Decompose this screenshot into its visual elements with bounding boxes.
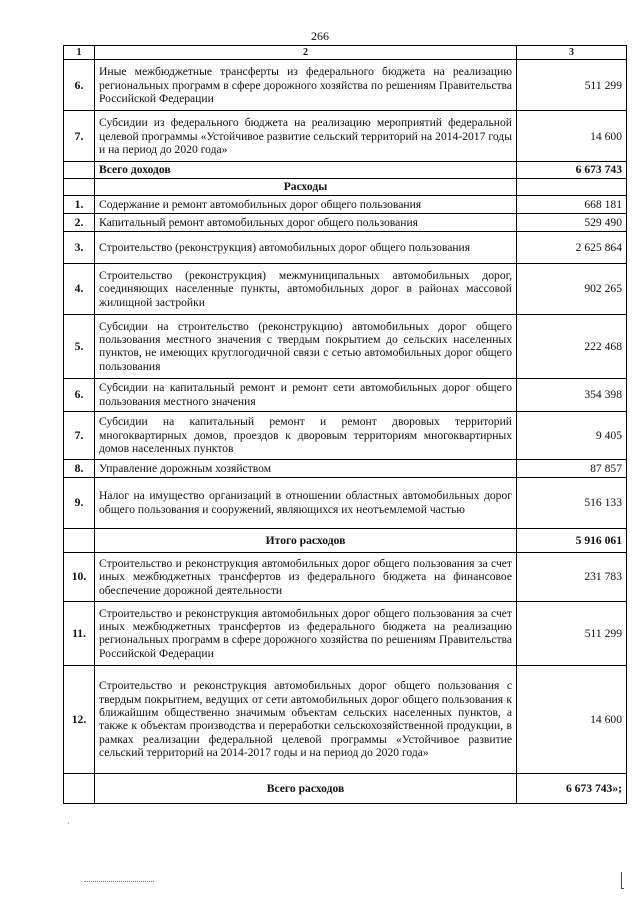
row-description: Строительство (реконструкция) межмуниципальных автомобильных дорог, соединяющих населенные пункты, автомобильных дорог в районах массовой жилищной застройки [95,263,517,314]
row-description: Строительство и реконструкция автомобильных дорог общего пользования за счет иных межбюджетных трансфертов из федерального бюджета на реализацию региональных программ в сфере дорожного хозяйства по решениям Правительства Российской Федерации [95,601,517,665]
table-row [64,552,627,601]
table-row [64,601,627,665]
row-number: 3. [64,231,95,263]
row-description: Субсидии на капитальный ремонт и ремонт сети автомобильных дорог общего пользования местного значения [95,378,517,411]
row-value: 14 600 [517,665,627,773]
table-row [64,195,627,213]
row-value: 2 625 864 [517,231,627,263]
header-col-1: 1 [64,46,95,60]
row-value: 902 265 [517,263,627,314]
expenses-section-heading: Расходы [95,178,517,195]
table-row [64,477,627,528]
row-number: 12. [64,665,95,773]
row-description: Управление дорожным хозяйством [95,459,517,477]
row-description: Капитальный ремонт автомобильных дорог общего пользования [95,213,517,231]
row-description: Субсидии на капитальный ремонт и ремонт дворовых территорий многоквартирных домов, проездов к дворовым территориям многоквартирных домов населенных пунктов [95,411,517,459]
header-col-3: 3 [517,46,627,60]
table-row [64,665,627,773]
row-value: 14 600 [517,111,627,162]
empty-cell [517,178,627,195]
row-description: Строительство (реконструкция) автомобильных дорог общего пользования [95,231,517,263]
row-description: Строительство и реконструкция автомобильных дорог общего пользования с твердым покрытием, ведущих от сети автомобильных дорог общего пользования к ближайшим общественно значимым объектам сельских населенных пунктов, а также к объектам производства и переработки сельскохозяйственной продукции, в рамках реализации федеральной целевой программы «Устойчивое развитие сельский территорий на 2014-2017 годы и на период до 2020 года» [95,665,517,773]
row-description: Иные межбюджетные трансферты из федерального бюджета на реализацию региональных программ в сфере дорожного хозяйства по решениям Правительства Российской Федерации [95,60,517,111]
income-total-label: Всего доходов [95,162,517,178]
table-row [64,314,627,378]
table-row [64,263,627,314]
row-number: 5. [64,314,95,378]
income-total-row [64,162,627,178]
row-description: Субсидии из федерального бюджета на реализацию мероприятий федеральной целевой программы «Устойчивое развитие сельский территорий на 2014-2017 годы и на период до 2020 года» [95,111,517,162]
row-number: 11. [64,601,95,665]
row-description: Субсидии на строительство (реконструкцию) автомобильных дорог общего пользования местного значения с твердым покрытием до сельских населенных пунктов, не имеющих круглогодичной связи с сетью автомобильных дорог общего пользования [95,314,517,378]
expenses-subtotal-label: Итого расходов [95,528,517,552]
empty-cell [64,162,95,178]
table-row [64,60,627,111]
row-description: Налог на имущество организаций в отношении областных автомобильных дорог общего пользования и сооружений, являющихся их неотъемлемой частью [95,477,517,528]
row-value: 668 181 [517,195,627,213]
table-row [64,459,627,477]
header-col-2: 2 [95,46,517,60]
page-number: 266 [311,29,329,43]
row-number: 2. [64,213,95,231]
stray-dot: · [67,819,70,828]
page-corner-mark [621,872,624,889]
row-value: 9 405 [517,411,627,459]
expenses-section-row [64,178,627,195]
row-number: 6. [64,378,95,411]
expenses-subtotal-row [64,528,627,552]
row-value: 511 299 [517,60,627,111]
row-value: 87 857 [517,459,627,477]
table-row [64,378,627,411]
row-number: 9. [64,477,95,528]
row-number: 6. [64,60,95,111]
row-number: 7. [64,411,95,459]
row-description: Содержание и ремонт автомобильных дорог общего пользования [95,195,517,213]
expenses-total-value: 6 673 743»; [517,773,627,803]
table-row [64,213,627,231]
expenses-total-row [64,773,627,803]
row-value: 222 468 [517,314,627,378]
empty-cell [64,773,95,803]
row-number: 8. [64,459,95,477]
row-value: 354 398 [517,378,627,411]
row-number: 1. [64,195,95,213]
table-row [64,231,627,263]
income-total-value: 6 673 743 [517,162,627,178]
row-number: 10. [64,552,95,601]
budget-table [63,45,627,804]
row-value: 231 783 [517,552,627,601]
expenses-subtotal-value: 5 916 061 [517,528,627,552]
expenses-total-label: Всего расходов [95,773,517,803]
empty-cell [64,528,95,552]
table-row [64,411,627,459]
table-row [64,111,627,162]
table-header-row [64,46,627,60]
row-number: 4. [64,263,95,314]
row-value: 516 133 [517,477,627,528]
row-value: 529 490 [517,213,627,231]
row-number: 7. [64,111,95,162]
empty-cell [64,178,95,195]
footer-dotted-line [84,881,154,882]
row-description: Строительство и реконструкция автомобильных дорог общего пользования за счет иных межбюджетных трансфертов из федерального бюджета на финансовое обеспечение дорожной деятельности [95,552,517,601]
row-value: 511 299 [517,601,627,665]
